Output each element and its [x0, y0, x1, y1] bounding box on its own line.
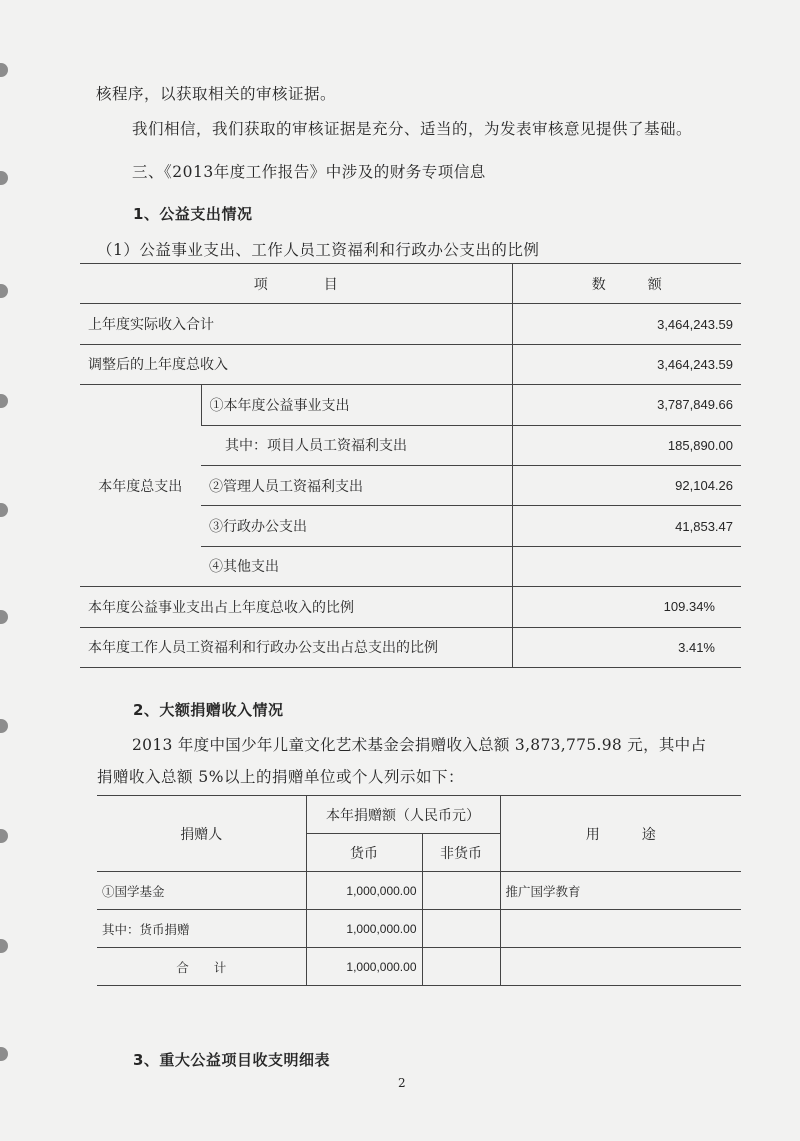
ratio-2-value: 3.41% [512, 627, 741, 667]
binder-hole [0, 394, 8, 408]
purpose-cell [500, 948, 741, 986]
project-staff-value: 185,890.00 [512, 425, 741, 465]
subsection-1-1-title: （1）公益事业支出、工作人员工资福利和行政办公支出的比例 [97, 241, 540, 259]
adjusted-income-value: 3,464,243.59 [512, 344, 741, 384]
page-number: 2 [398, 1076, 407, 1090]
ratio-1-value: 109.34% [512, 587, 741, 627]
amount-header: 本年捐赠额（人民币元） [306, 796, 500, 834]
noncash-cell [422, 948, 500, 986]
binder-hole [0, 610, 8, 624]
purpose-cell: 推广国学教育 [500, 872, 741, 910]
cash-cell: 1,000,000.00 [306, 948, 422, 986]
purpose-header: 用 途 [500, 796, 741, 872]
subsection-1-title: 1、公益支出情况 [133, 205, 253, 223]
ratio-1-label: 本年度公益事业支出占上年度总收入的比例 [80, 587, 512, 627]
binder-hole [0, 284, 8, 298]
donor-cell: 其中：货币捐赠 [97, 910, 306, 948]
purpose-cell [500, 910, 741, 948]
charity-expense-label: ①本年度公益事业支出 [201, 385, 512, 425]
admin-expense-value: 41,853.47 [512, 506, 741, 546]
adjusted-income-label: 调整后的上年度总收入 [80, 344, 512, 384]
subsection-3-title: 3、重大公益项目收支明细表 [133, 1051, 330, 1069]
section-3-title: 三、《2013年度工作报告》中涉及的财务专项信息 [132, 163, 486, 181]
prior-income-label: 上年度实际收入合计 [80, 304, 512, 344]
header-amount: 数 额 [512, 264, 741, 304]
binder-hole [0, 503, 8, 517]
expense-ratio-table [80, 263, 741, 668]
project-staff-label: 其中：项目人员工资福利支出 [201, 425, 512, 465]
binder-hole [0, 829, 8, 843]
noncash-header: 非货币 [422, 834, 500, 872]
donor-header: 捐赠人 [97, 796, 306, 872]
donor-cell: ①国学基金 [97, 872, 306, 910]
subsection-2-title: 2、大额捐赠收入情况 [133, 701, 284, 719]
donation-table [97, 795, 741, 986]
intro-line-1: 核程序，以获取相关的审核证据。 [96, 85, 337, 103]
cash-cell: 1,000,000.00 [306, 872, 422, 910]
mgmt-staff-label: ②管理人员工资福利支出 [201, 465, 512, 505]
binder-hole [0, 171, 8, 185]
noncash-cell [422, 872, 500, 910]
total-label-cell: 合 计 [97, 948, 306, 986]
admin-expense-label: ③行政办公支出 [201, 506, 512, 546]
binder-hole [0, 719, 8, 733]
other-expense-label: ④其他支出 [201, 546, 512, 586]
binder-hole [0, 1047, 8, 1061]
cash-header: 货币 [306, 834, 422, 872]
mgmt-staff-value: 92,104.26 [512, 465, 741, 505]
intro-line-2: 我们相信，我们获取的审核证据是充分、适当的，为发表审核意见提供了基础。 [132, 120, 693, 138]
total-expense-label: 本年度总支出 [80, 385, 201, 587]
prior-income-value: 3,464,243.59 [512, 304, 741, 344]
noncash-cell [422, 910, 500, 948]
cash-cell: 1,000,000.00 [306, 910, 422, 948]
binder-hole [0, 939, 8, 953]
donation-paragraph-line-1: 2013 年度中国少年儿童文化艺术基金会捐赠收入总额 3,873,775.98 元，其中占 [132, 736, 707, 754]
other-expense-value [512, 546, 741, 586]
donation-paragraph-line-2: 捐赠收入总额 5%以上的捐赠单位或个人列示如下： [97, 768, 465, 786]
ratio-2-label: 本年度工作人员工资福利和行政办公支出占总支出的比例 [80, 627, 512, 667]
binder-hole [0, 63, 8, 77]
header-item: 项 目 [80, 264, 512, 304]
charity-expense-value: 3,787,849.66 [512, 385, 741, 425]
